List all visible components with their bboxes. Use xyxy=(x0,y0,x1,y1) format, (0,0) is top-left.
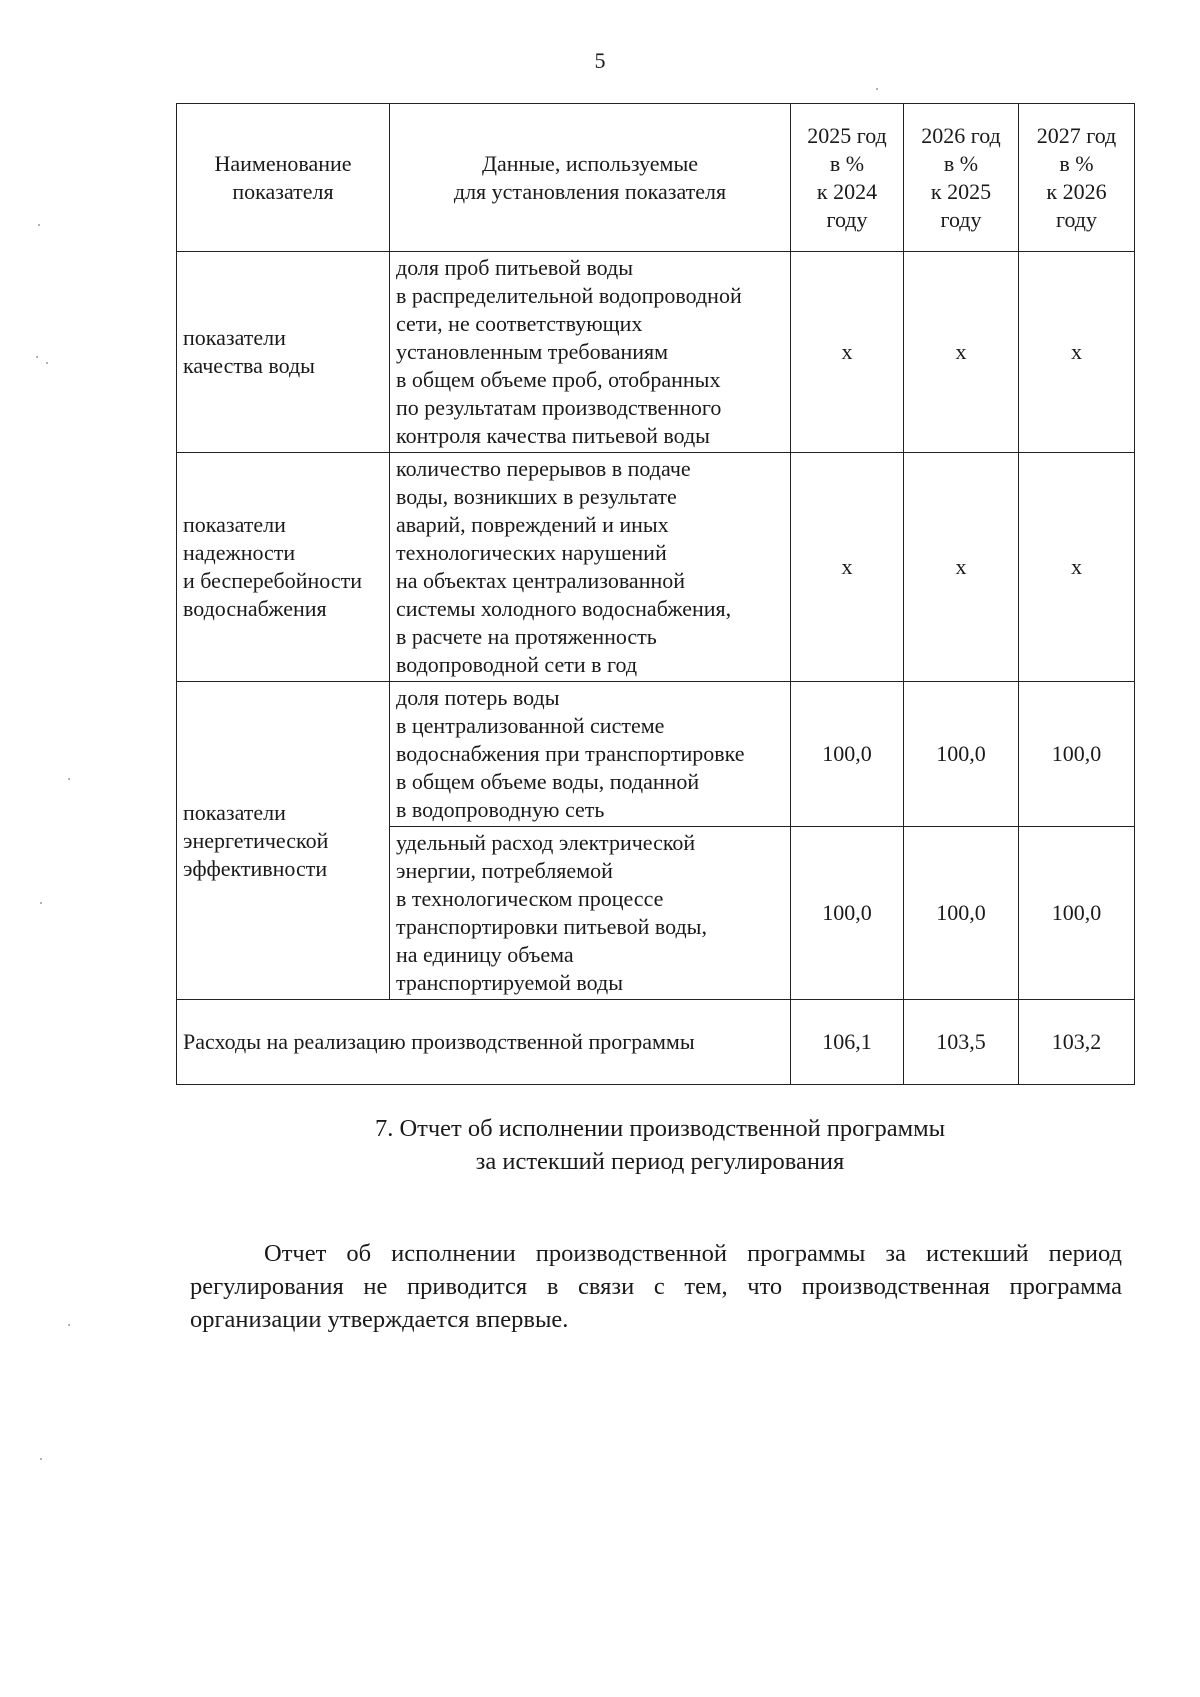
summary-value-2026: 103,5 xyxy=(904,1000,1019,1085)
scan-speck xyxy=(40,1458,42,1460)
scan-speck xyxy=(36,356,38,358)
indicator-description: доля потерь воды в централизованной системе водоснабжения при транспортировке в общем объеме воды, поданной в водопроводную сеть xyxy=(390,682,791,827)
value-2027: 100,0 xyxy=(1019,827,1135,1000)
header-year-2026: 2026 год в % к 2025 году xyxy=(904,104,1019,252)
scan-speck xyxy=(68,1324,70,1326)
section-title: 7. Отчет об исполнении производственной программы за истекший период регулирования xyxy=(374,1115,946,1175)
value-2025: х xyxy=(791,252,904,453)
page-number: 5 xyxy=(594,48,606,73)
table-row xyxy=(177,453,1135,682)
table-row xyxy=(177,252,1135,453)
summary-row xyxy=(177,1000,1135,1085)
table-header-row xyxy=(177,104,1135,252)
value-2026: х xyxy=(904,453,1019,682)
summary-value-2025: 106,1 xyxy=(791,1000,904,1085)
section-paragraph: Отчет об исполнении производственной программы за истекший период регулирования не приводится в связи с тем, что производственная программа организации утверждается впервые. xyxy=(190,1239,1122,1333)
scan-speck xyxy=(876,88,878,90)
header-year-2027: 2027 год в % к 2026 году xyxy=(1019,104,1135,252)
scan-speck xyxy=(68,778,70,780)
value-2027: х xyxy=(1019,453,1135,682)
scan-speck xyxy=(46,362,48,364)
indicator-group-name: показатели энергетической эффективности xyxy=(177,682,390,1000)
value-2027: 100,0 xyxy=(1019,682,1135,827)
indicator-description: удельный расход электрической энергии, потребляемой в технологическом процессе транспортировки питьевой воды, на единицу объема транспортируемой воды xyxy=(390,827,791,1000)
indicator-description: доля проб питьевой воды в распределительной водопроводной сети, не соответствующих установленным требованиям в общем объеме проб, отобранных по результатам производственного контроля качества питьевой воды xyxy=(390,252,791,453)
header-year-2025: 2025 год в % к 2024 году xyxy=(791,104,904,252)
value-2025: 100,0 xyxy=(791,682,904,827)
value-2025: 100,0 xyxy=(791,827,904,1000)
value-2027: х xyxy=(1019,252,1135,453)
value-2025: х xyxy=(791,453,904,682)
scan-speck xyxy=(38,224,40,226)
summary-label: Расходы на реализацию производственной программы xyxy=(177,1000,791,1085)
value-2026: 100,0 xyxy=(904,682,1019,827)
indicator-group-name: показатели надежности и бесперебойности водоснабжения xyxy=(177,453,390,682)
summary-value-2027: 103,2 xyxy=(1019,1000,1135,1085)
indicator-group-name: показатели качества воды xyxy=(177,252,390,453)
value-2026: 100,0 xyxy=(904,827,1019,1000)
value-2026: х xyxy=(904,252,1019,453)
table-row xyxy=(177,682,1135,827)
header-indicator-data: Данные, используемые для установления показателя xyxy=(390,104,791,252)
indicator-description: количество перерывов в подаче воды, возникших в результате аварий, повреждений и иных технологических нарушений на объектах централизованной системы холодного водоснабжения, в расчете на протяженность водопроводной сети в год xyxy=(390,453,791,682)
indicators-table xyxy=(176,103,1135,1085)
header-indicator-name: Наименование показателя xyxy=(177,104,390,252)
scan-speck xyxy=(40,902,42,904)
